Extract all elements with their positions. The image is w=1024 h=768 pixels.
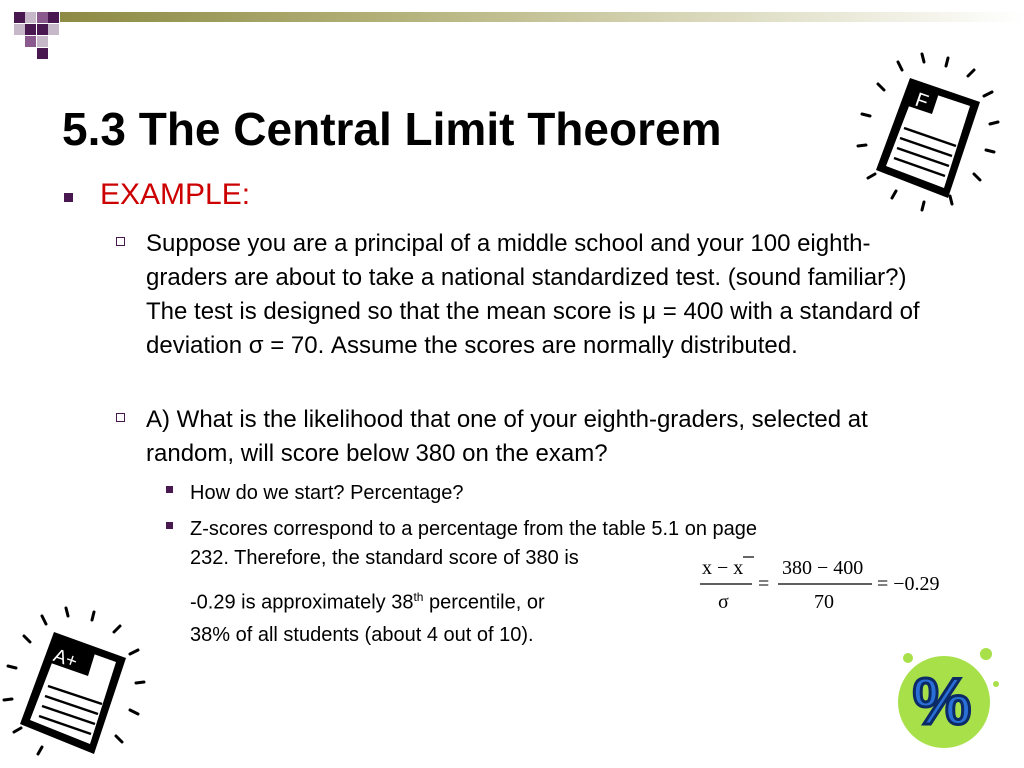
slide-title: 5.3 The Central Limit Theorem	[62, 103, 722, 155]
formula-result: = −0.29	[877, 573, 940, 595]
hollow-square-bullet-icon	[116, 237, 125, 246]
percentile-text-end: percentile, or	[423, 591, 545, 614]
hollow-square-bullet-icon	[116, 413, 125, 422]
formula-equals: =	[758, 573, 770, 595]
grade-letter: F	[912, 88, 931, 114]
percentile-line	[190, 582, 545, 618]
formula-numerator-left: x − x	[702, 557, 744, 579]
small-square-bullet-icon	[166, 522, 173, 529]
bullet-text: How do we start? Percentage?	[190, 482, 464, 504]
formula-denominator-left: σ	[718, 591, 729, 613]
graded-paper-f-icon	[852, 48, 1002, 218]
conclusion-line: 38% of all students (about 4 out of 10).	[190, 624, 534, 646]
percent-symbol: %	[912, 664, 972, 738]
bullet-continuation: 232. Therefore, the standard score of 380 is	[190, 547, 579, 569]
formula-numerator-mid: 380 − 400	[782, 557, 864, 579]
formula-denominator-mid: 70	[814, 591, 834, 613]
grade-letter: A+	[50, 645, 80, 673]
z-score-formula	[700, 548, 962, 614]
graded-paper-aplus-icon	[0, 604, 150, 768]
question-text: A) What is the likelihood that one of your eighth-graders, selected at random, will score below 380 on the exam?	[146, 406, 868, 467]
small-square-bullet-icon	[166, 486, 173, 493]
superscript: th	[413, 590, 424, 604]
percent-badge-icon	[892, 644, 1002, 756]
example-heading: EXAMPLE:	[100, 178, 251, 211]
problem-statement: Suppose you are a principal of a middle school and your 100 eighth-graders are about to take a national standardized test. (sound familiar?) The test is designed so that the mean score is μ = 400 with a standard of deviation σ = 70. Assume the scores are normally distributed.	[146, 230, 920, 359]
bullet-text: Z-scores correspond to a percentage from the table 5.1 on page	[190, 518, 758, 540]
percentile-text: -0.29 is approximately 38	[190, 591, 414, 614]
square-bullet-icon	[64, 193, 73, 202]
